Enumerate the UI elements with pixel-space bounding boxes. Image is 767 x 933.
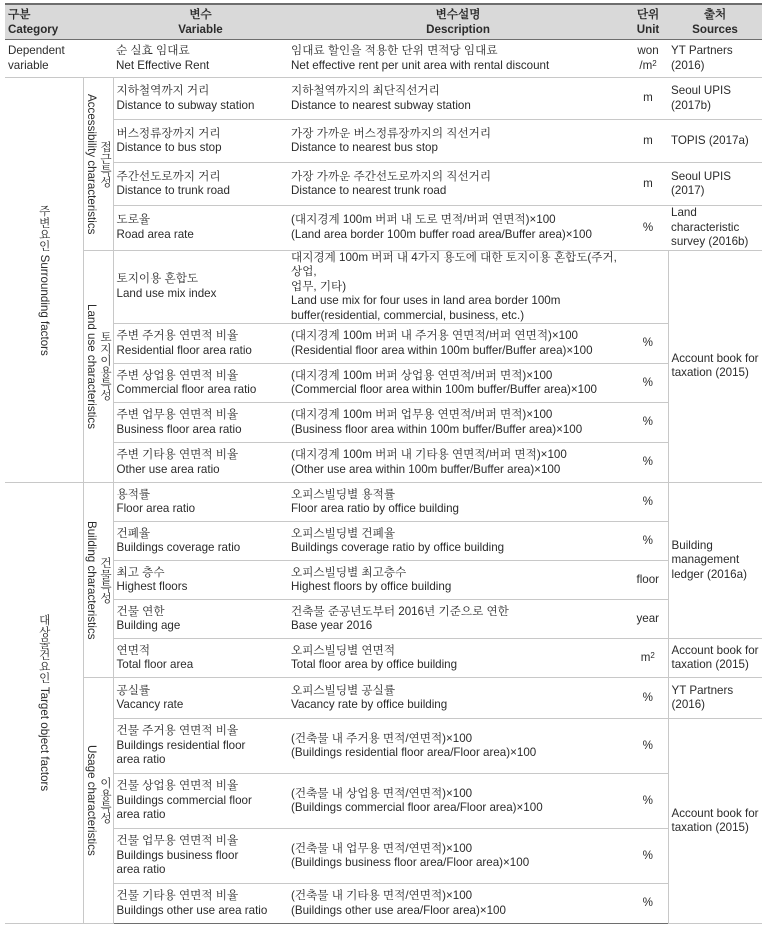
unit-cell: % (628, 829, 668, 884)
unit-cell: m (628, 120, 668, 163)
variable-cell: 건폐율 Buildings coverage ratio (113, 522, 288, 561)
source-cell: Account book for taxation (2015) (668, 639, 762, 678)
unit-cell: % (628, 324, 668, 364)
source-cell: Land characteristic survey (2016b) (668, 206, 762, 251)
source-cell: TOPIS (2017a) (668, 120, 762, 163)
unit-cell: % (628, 403, 668, 443)
variable-cell: 주변 업무용 연면적 비율 Business floor area ratio (113, 403, 288, 443)
description-cell: (대지경계 100m 버퍼 내 주거용 연면적/버퍼 연면적)×100 (Residential floor area within 100m buffer/Buffer area)×100 (288, 324, 628, 364)
unit-cell: % (628, 678, 668, 719)
unit-cell: % (628, 443, 668, 483)
description-cell: (대지경계 100m 버퍼 업무용 연면적/버퍼 면적)×100 (Business floor area within 100m buffer/Buffer area)×100 (288, 403, 628, 443)
table-row (5, 250, 762, 324)
variable-cell: 건물 업무용 연면적 비율 Buildings business floor area ratio (113, 829, 288, 884)
source-cell: YT Partners (2016) (668, 678, 762, 719)
table-row (5, 561, 762, 600)
header-category: 구분 Category (5, 4, 113, 40)
description-cell: 오피스빌딩별 용적률 Floor area ratio by office building (288, 483, 628, 522)
description-cell: (건축물 내 상업용 면적/연면적)×100 (Buildings commercial floor area/Floor area)×100 (288, 774, 628, 829)
description-cell: 건축물 준공년도부터 2016년 기준으로 연한 Base year 2016 (288, 600, 628, 639)
source-cell-building: Building management ledger (2016a) (668, 483, 762, 639)
unit-cell: m (628, 163, 668, 206)
header-row (5, 4, 762, 40)
source-cell-landuse: Account book for taxation (2015) (668, 250, 762, 483)
description-cell: 오피스빌딩별 건폐율 Buildings coverage ratio by office building (288, 522, 628, 561)
header-unit: 단위 Unit (628, 4, 668, 40)
unit-cell: % (628, 774, 668, 829)
dependent-category: Dependent variable (5, 40, 113, 78)
table-row (5, 483, 762, 522)
variable-cell: 연면적 Total floor area (113, 639, 288, 678)
unit-cell: $m^2$ (628, 639, 668, 678)
table-row (5, 120, 762, 163)
table-row (5, 163, 762, 206)
variable-cell: 지하철역까지 거리 Distance to subway station (113, 78, 288, 120)
header-sources: 출처 Sources (668, 4, 762, 40)
subgroup-landuse: Land use characteristics 토지이용특성 (83, 250, 113, 483)
description-cell: 지하철역까지의 최단직선거리 Distance to nearest subway station (288, 78, 628, 120)
table-row (5, 522, 762, 561)
table-row (5, 719, 762, 774)
table-row (5, 600, 762, 639)
unit-cell: floor (628, 561, 668, 600)
description-cell: 오피스빌딩별 공실률 Vacancy rate by office building (288, 678, 628, 719)
unit-cell: % (628, 483, 668, 522)
unit-cell: won $/m^2$ (628, 40, 668, 78)
subgroup-usage: Usage characteristics 이용특성 (83, 678, 113, 924)
unit-cell: % (628, 884, 668, 924)
description-cell: 가장 가까운 주간선도로까지의 직선거리 Distance to nearest trunk road (288, 163, 628, 206)
unit-cell: % (628, 522, 668, 561)
unit-cell: % (628, 206, 668, 251)
header-variable: 변수 Variable (113, 4, 288, 40)
table-row (5, 443, 762, 483)
description-cell: (대지경계 100m 버퍼 상업용 연면적/버퍼 면적)×100 (Commercial floor area within 100m buffer/Buffer area)×100 (288, 364, 628, 403)
table-row (5, 40, 762, 78)
variable-cell: 최고 층수 Highest floors (113, 561, 288, 600)
variable-cell: 건물 상업용 연면적 비율 Buildings commercial floor area ratio (113, 774, 288, 829)
group-surrounding: 주변요인 Surrounding factors (5, 78, 83, 483)
variables-table (5, 3, 762, 924)
description-cell: (대지경계 100m 버퍼 내 도로 면적/버퍼 연면적)×100 (Land area border 100m buffer road area/Buffer area)×100 (288, 206, 628, 251)
table-row (5, 678, 762, 719)
variable-cell: 주변 상업용 연면적 비율 Commercial floor area ratio (113, 364, 288, 403)
unit-cell: m (628, 78, 668, 120)
unit-cell: year (628, 600, 668, 639)
source-cell: Seoul UPIS (2017b) (668, 78, 762, 120)
group-target: 대상물건요인 Target object factors (5, 483, 83, 924)
variable-cell: 주변 기타용 연면적 비율 Other use area ratio (113, 443, 288, 483)
source-cell-usage: Account book for taxation (2015) (668, 719, 762, 924)
unit-cell: % (628, 719, 668, 774)
description-cell: 임대료 할인을 적용한 단위 면적당 임대료 Net effective rent per unit area with rental discount (288, 40, 628, 78)
subgroup-accessibility: Accessibility characteristics 접근특성 (83, 78, 113, 251)
variable-cell: 토지이용 혼합도 Land use mix index (113, 250, 288, 324)
description-cell: 대지경계 100m 버퍼 내 4가지 용도에 대한 토지이용 혼합도(주거, 상업, 업무, 기타) Land use mix for four uses in land area border 100m buffer(residential, commercial, business, etc.) (288, 250, 628, 324)
unit-cell (628, 250, 668, 324)
description-cell: (건축물 내 기타용 면적/연면적)×100 (Buildings other use area/Floor area)×100 (288, 884, 628, 924)
source-cell: Seoul UPIS (2017) (668, 163, 762, 206)
variable-cell: 건물 주거용 연면적 비율 Buildings residential floor area ratio (113, 719, 288, 774)
description-cell: 오피스빌딩별 최고층수 Highest floors by office building (288, 561, 628, 600)
header-description: 변수설명 Description (288, 4, 628, 40)
description-cell: 가장 가까운 버스정류장까지의 직선거리 Distance to nearest bus stop (288, 120, 628, 163)
subgroup-building: Building characteristics 건물특성 (83, 483, 113, 678)
table-row (5, 78, 762, 120)
variable-cell: 순 실효 임대료 Net Effective Rent (113, 40, 288, 78)
description-cell: (대지경계 100m 버퍼 내 기타용 연면적/버퍼 면적)×100 (Other use area within 100m buffer/Buffer area)×100 (288, 443, 628, 483)
table-row (5, 774, 762, 829)
variable-cell: 건물 연한 Building age (113, 600, 288, 639)
table-row (5, 403, 762, 443)
table-row (5, 829, 762, 884)
unit-cell: % (628, 364, 668, 403)
table-row (5, 364, 762, 403)
description-cell: (건축물 내 주거용 면적/연면적)×100 (Buildings residential floor area/Floor area)×100 (288, 719, 628, 774)
table-row (5, 206, 762, 251)
variable-cell: 도로율 Road area rate (113, 206, 288, 251)
variable-cell: 주변 주거용 연면적 비율 Residential floor area ratio (113, 324, 288, 364)
description-cell: 오피스빌딩별 연면적 Total floor area by office building (288, 639, 628, 678)
source-cell: YT Partners (2016) (668, 40, 762, 78)
description-cell: (건축물 내 업무용 면적/연면적)×100 (Buildings business floor area/Floor area)×100 (288, 829, 628, 884)
table-row (5, 884, 762, 924)
variable-cell: 건물 기타용 연면적 비율 Buildings other use area ratio (113, 884, 288, 924)
variable-cell: 용적률 Floor area ratio (113, 483, 288, 522)
table-row (5, 324, 762, 364)
variable-cell: 주간선도로까지 거리 Distance to trunk road (113, 163, 288, 206)
variable-cell: 버스정류장까지 거리 Distance to bus stop (113, 120, 288, 163)
variable-cell: 공실률 Vacancy rate (113, 678, 288, 719)
table-row (5, 639, 762, 678)
